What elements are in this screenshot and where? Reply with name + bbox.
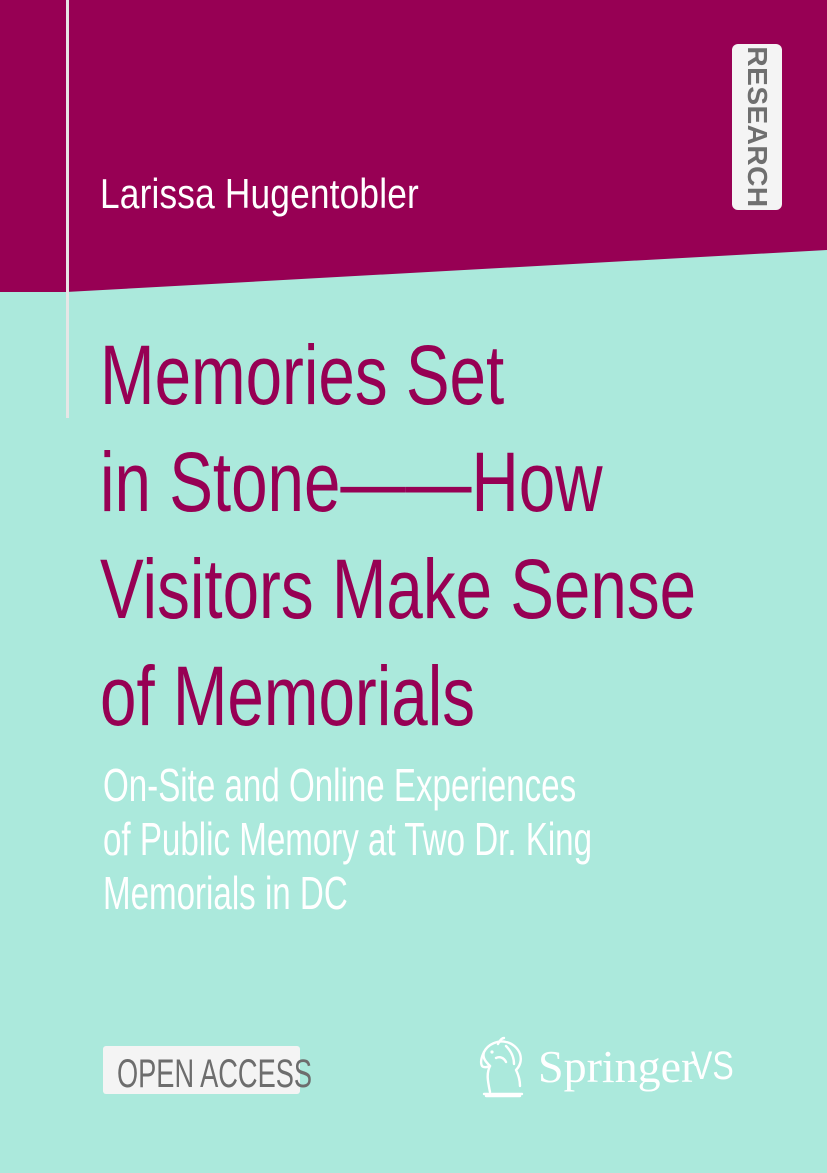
series-label-text: RESEARCH bbox=[742, 46, 773, 208]
author-name: Larissa Hugentobler bbox=[100, 170, 419, 217]
title-line: Memories Set bbox=[100, 328, 505, 422]
publisher-logo bbox=[476, 1036, 776, 1106]
header-band bbox=[0, 0, 827, 300]
book-subtitle bbox=[103, 758, 679, 920]
open-access-label: OPEN ACCESS bbox=[117, 1052, 313, 1096]
vertical-rule bbox=[66, 0, 69, 418]
title-line: of Memorials bbox=[100, 649, 476, 743]
subtitle-line: On-Site and Online Experiences bbox=[103, 759, 577, 811]
subtitle-line: of Public Memory at Two Dr. King bbox=[103, 813, 593, 865]
publisher-imprint: VS bbox=[691, 1044, 734, 1088]
subtitle-line: Memorials in DC bbox=[103, 867, 348, 919]
title-line: Visitors Make Sense bbox=[100, 542, 697, 636]
book-title bbox=[100, 322, 802, 750]
publisher-name: Springer bbox=[538, 1041, 697, 1092]
title-line: in Stone——How bbox=[100, 435, 603, 529]
springer-horse-icon bbox=[476, 1036, 528, 1098]
open-access-badge bbox=[103, 1046, 313, 1096]
series-label bbox=[732, 44, 782, 210]
